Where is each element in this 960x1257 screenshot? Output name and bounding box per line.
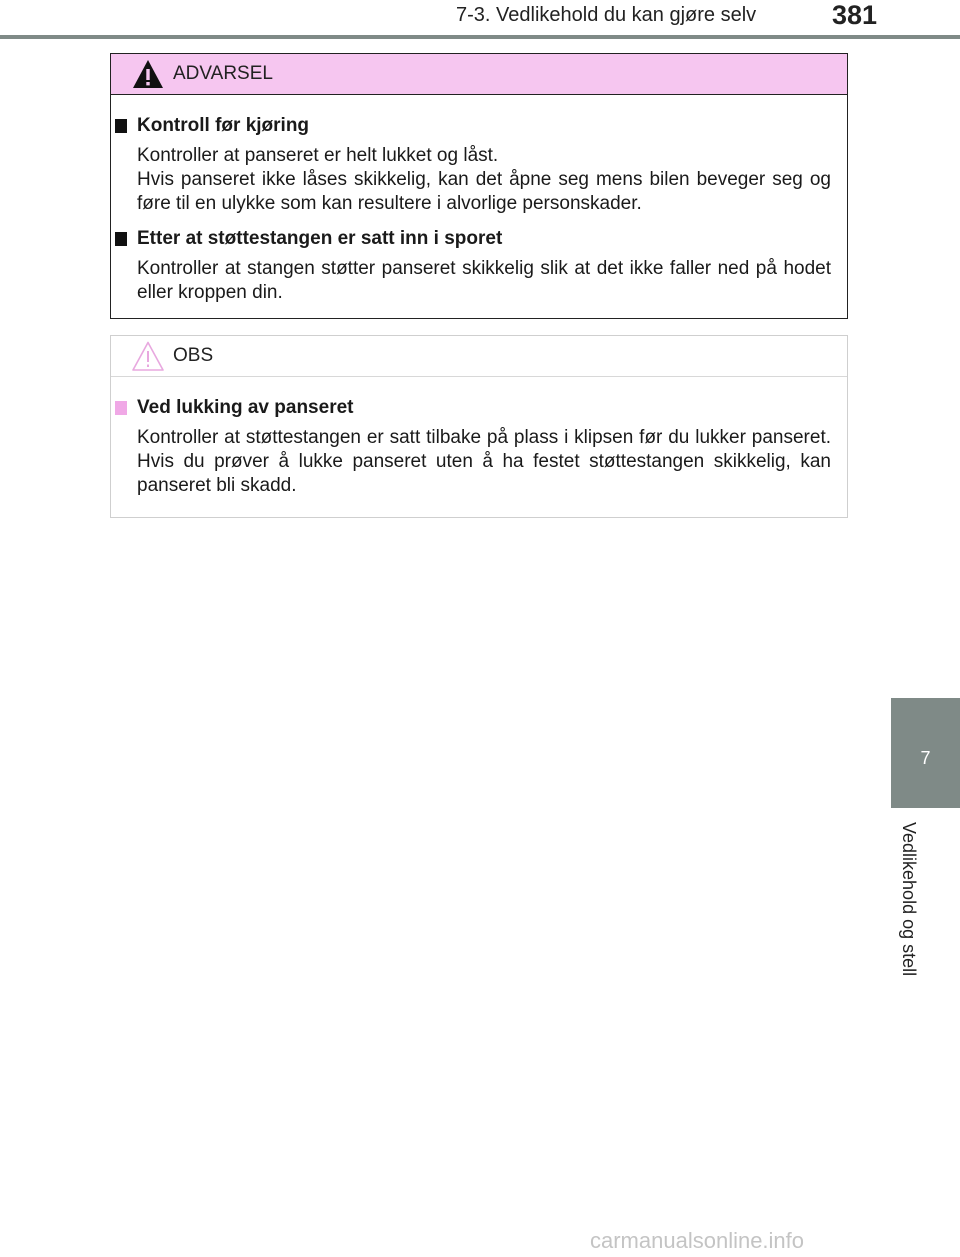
- section-title: 7-3. Vedlikehold du kan gjøre selv: [456, 4, 757, 26]
- chapter-tab: [891, 698, 960, 808]
- chapter-label: Vedlikehold og stell: [899, 822, 919, 977]
- caution-triangle-outline-icon: [131, 340, 165, 372]
- warning-section-1: [111, 112, 847, 216]
- warning-triangle-icon: [131, 58, 165, 90]
- section-heading: [137, 112, 831, 140]
- square-bullet-icon: [115, 232, 127, 246]
- section-body: [137, 144, 831, 216]
- warning-section-2: [111, 225, 847, 305]
- warning-label: ADVARSEL: [173, 63, 273, 84]
- chapter-number: 7: [920, 748, 931, 768]
- paragraph: Kontroller at panseret er helt lukket og låst.: [137, 145, 499, 166]
- square-bullet-icon: [115, 401, 127, 415]
- notice-section-1: [111, 394, 847, 498]
- section-heading-text: Ved lukking av panseret: [137, 397, 354, 418]
- square-bullet-icon: [115, 119, 127, 133]
- section-heading-text: Kontroll før kjøring: [137, 115, 310, 136]
- section-body: [137, 426, 831, 498]
- section-body: [137, 257, 831, 305]
- header-rule: [0, 35, 960, 39]
- section-heading: [137, 394, 831, 422]
- paragraph: Hvis panseret ikke låses skikkelig, kan det åpne seg mens bilen beveger seg og føre til en ulykke som kan resultere i alvorlige personskader.: [137, 169, 831, 214]
- warning-header: [111, 54, 847, 95]
- notice-header: [111, 336, 847, 377]
- paragraph: Kontroller at støttestangen er satt tilbake på plass i klipsen før du lukker panseret. Hvis du prøver å lukke panseret uten å ha festet støttestangen skikkelig, kan panseret bli skadd.: [137, 427, 831, 496]
- page-number: 381: [832, 0, 878, 30]
- paragraph: Kontroller at stangen støtter panseret skikkelig slik at det ikke faller ned på hodet eller kroppen din.: [137, 258, 831, 303]
- section-heading: [137, 225, 831, 253]
- notice-box: [110, 335, 848, 518]
- page-header: [0, 0, 960, 40]
- section-heading-text: Etter at støttestangen er satt inn i sporet: [137, 228, 503, 249]
- warning-box: [110, 53, 848, 319]
- watermark: carmanualsonline.info: [590, 1228, 805, 1253]
- notice-label: OBS: [173, 345, 214, 366]
